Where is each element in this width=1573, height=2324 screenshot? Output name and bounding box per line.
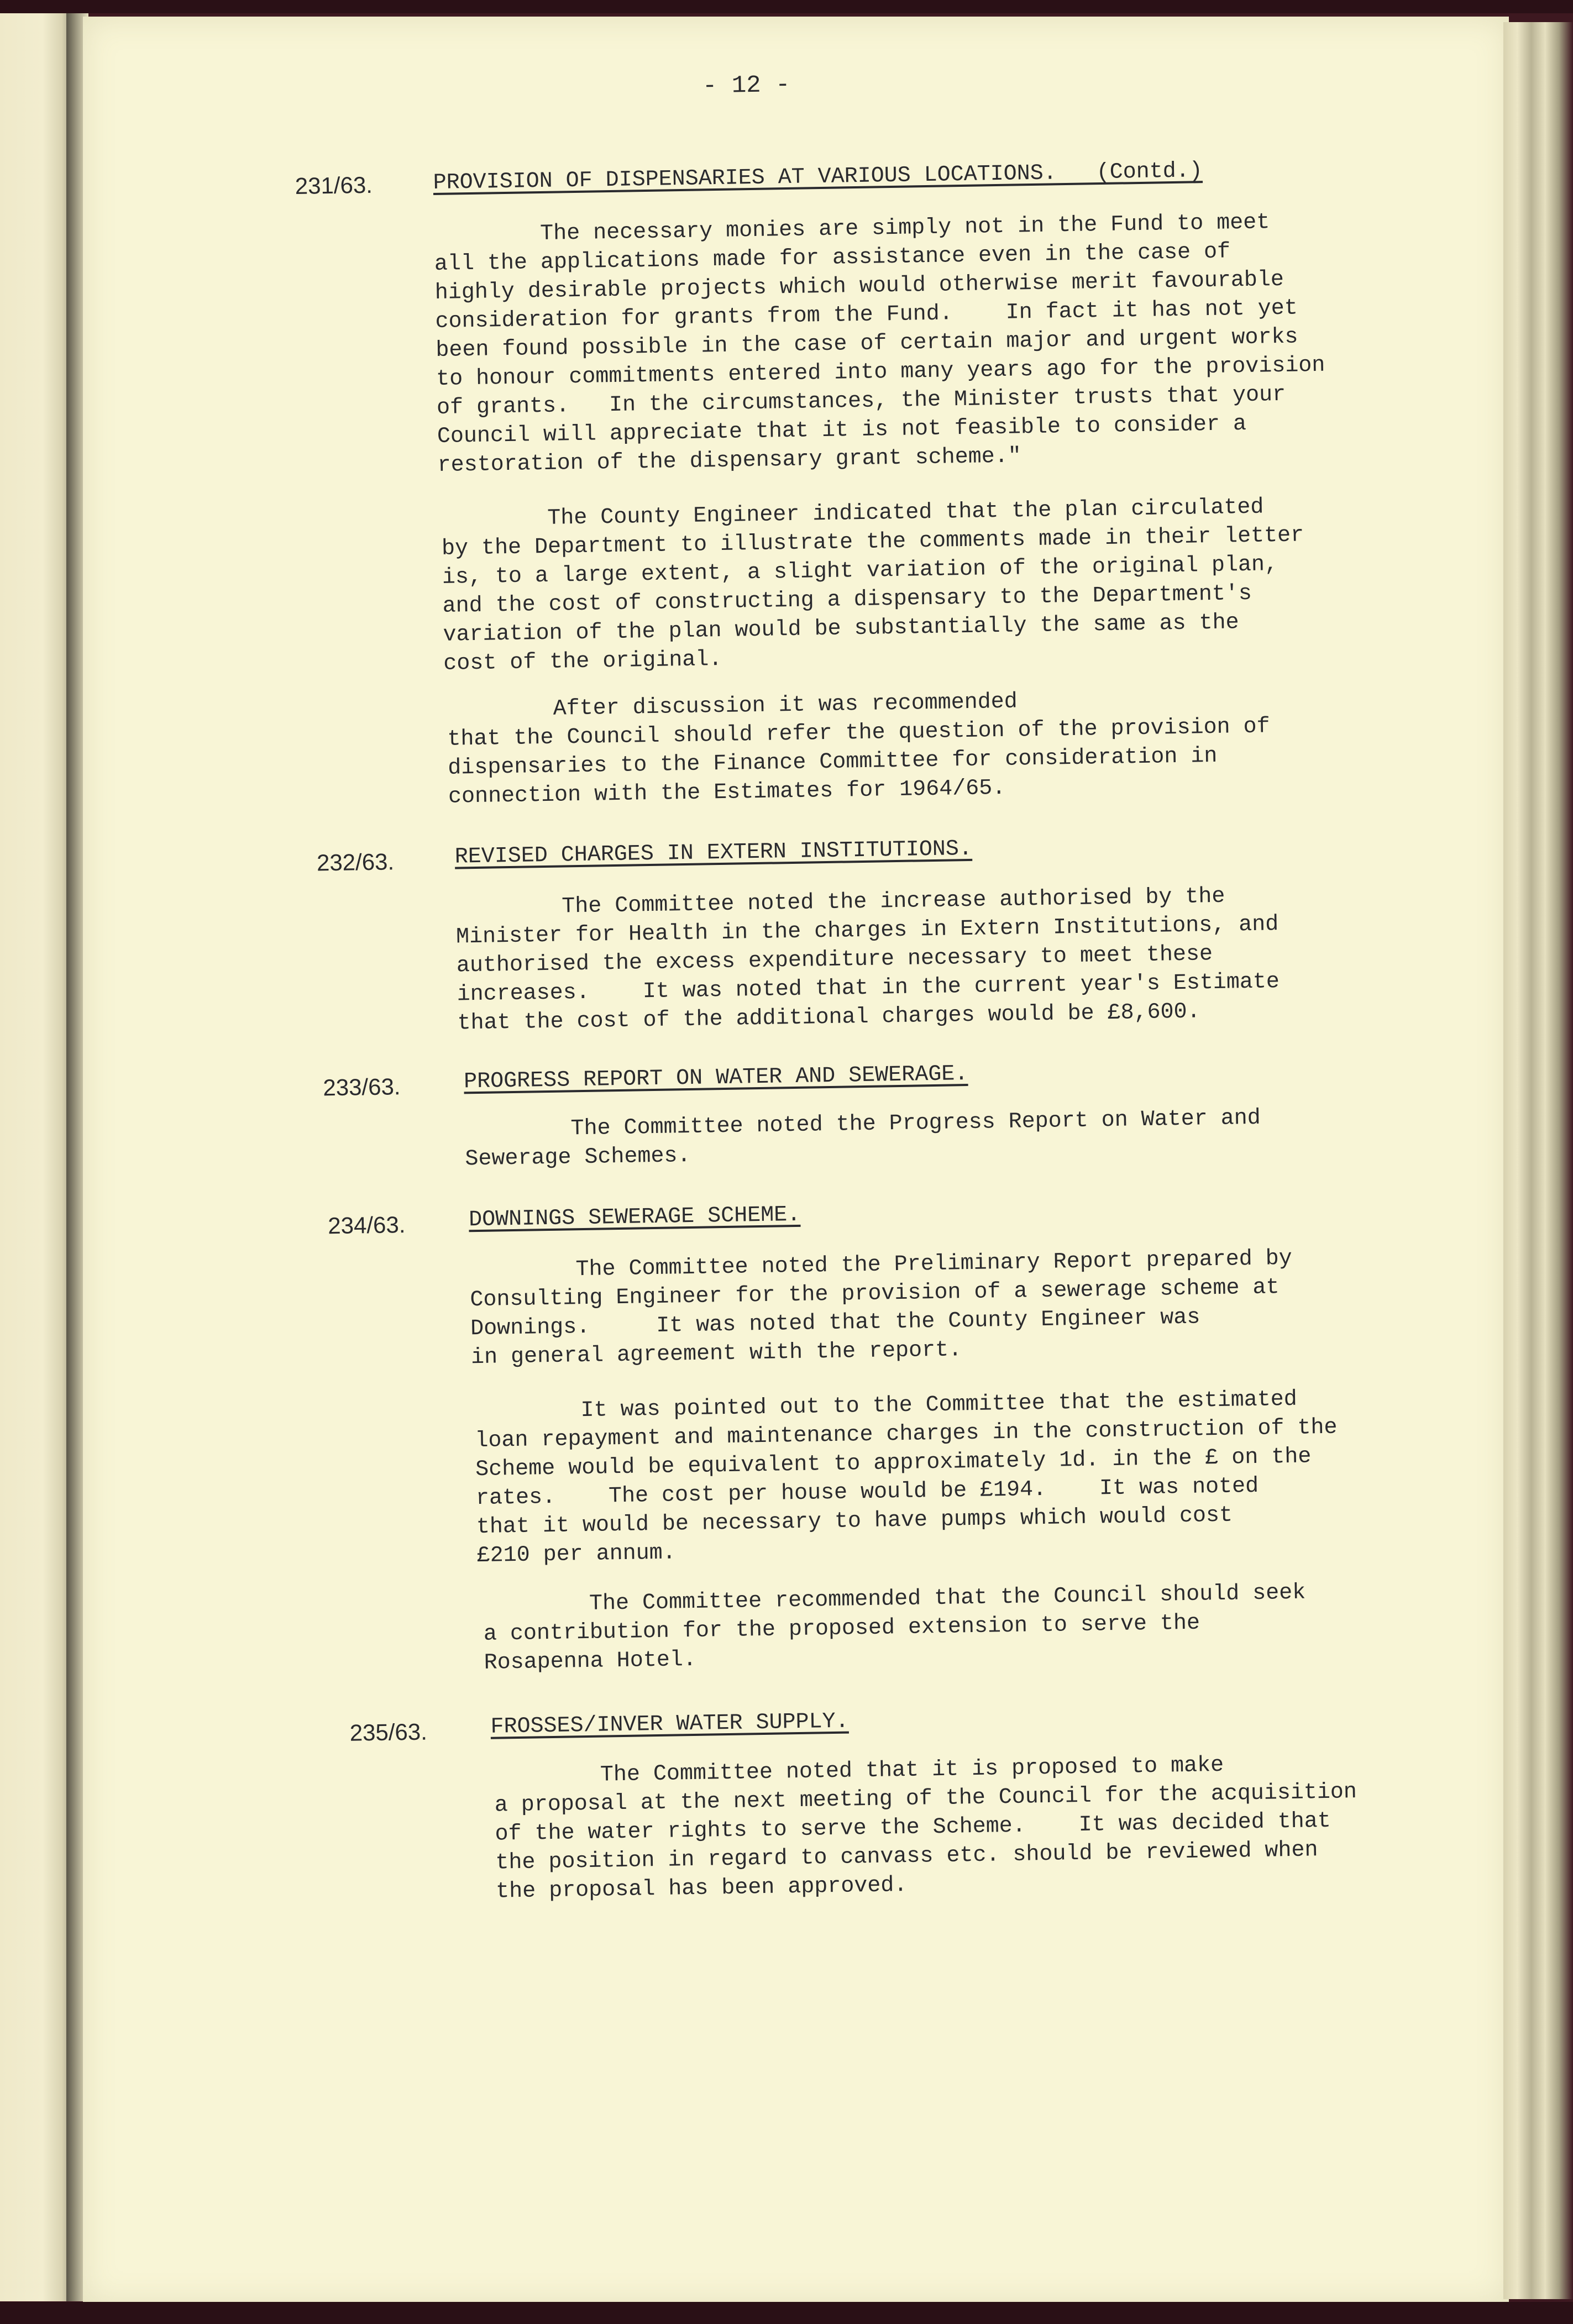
text-line: that it would be necessary to have pumps which would cost — [476, 1503, 1233, 1540]
paragraph — [483, 1577, 1424, 1678]
text-line: The Committee recommended that the Council should seek — [483, 1580, 1306, 1618]
text-line: and the cost of constructing a dispensary to the Department's — [442, 581, 1252, 619]
text-line: After discussion it was recommended — [447, 689, 1018, 723]
text-line: loan repayment and maintenance charges in the construction of the — [475, 1415, 1338, 1454]
paragraph — [447, 682, 1388, 812]
paragraph — [464, 1102, 1404, 1174]
text-line: a contribution for the proposed extension to serve the — [483, 1610, 1200, 1647]
text-line: to honour commitments entered into many years ago for the provision — [436, 353, 1325, 392]
text-line: Council will appreciate that it is not feasible to consider a — [437, 411, 1247, 449]
text-line: Sewerage Schemes. — [465, 1143, 691, 1172]
paragraph — [455, 880, 1397, 1038]
text-line: the proposal has been approved. — [495, 1872, 908, 1905]
paragraph — [434, 207, 1377, 480]
text-line: consideration for grants from the Fund. In fact it has not yet — [435, 296, 1298, 335]
item-number: 234/63. — [327, 1211, 406, 1239]
paragraph — [469, 1243, 1411, 1373]
item-heading: REVISED CHARGES IN EXTERN INSTITUTIONS. — [454, 836, 973, 870]
text-line: Consulting Engineer for the provision of a sewerage scheme at — [470, 1275, 1280, 1313]
text-line: highly desirable projects which would otherwise merit favourable — [434, 267, 1284, 306]
text-line: in general agreement with the report. — [470, 1337, 962, 1371]
text-line: rates. The cost per house would be £194. It was noted — [475, 1473, 1259, 1512]
text-line: by the Department to illustrate the comments made in their letter — [441, 523, 1304, 562]
text-line: that the Council should refer the question of the provision of — [447, 714, 1270, 752]
page-number: - 12 - — [702, 71, 790, 101]
text-line: The Committee noted the Progress Report on Water and — [464, 1105, 1261, 1143]
item-number: 233/63. — [323, 1073, 401, 1101]
text-line: the position in regard to canvass etc. should be reviewed when — [495, 1838, 1318, 1876]
paragraph — [441, 491, 1383, 679]
text-line: Scheme would be equivalent to approximately 1d. in the £ on the — [475, 1444, 1312, 1483]
text-line: that the cost of the additional charges would be £8,600. — [457, 999, 1200, 1036]
text-line: been found possible in the case of certain major and urgent works — [436, 324, 1298, 364]
paragraph — [494, 1748, 1436, 1907]
text-line: It was pointed out to the Committee that the estimated — [474, 1387, 1298, 1425]
text-line: The Committee noted that it is proposed to make — [494, 1753, 1224, 1790]
text-line: £210 per annum. — [476, 1540, 677, 1569]
paragraph — [474, 1383, 1417, 1571]
text-line: cost of the original. — [443, 647, 722, 676]
text-line: Downings. It was noted that the County Engineer was — [470, 1305, 1200, 1342]
text-line: of grants. In the circumstances, the Minister trusts that your — [436, 382, 1286, 421]
item-number: 231/63. — [295, 171, 373, 199]
text-line: connection with the Estimates for 1964/65. — [448, 775, 1006, 810]
item-heading: PROGRESS REPORT ON WATER AND SEWERAGE. — [463, 1062, 968, 1095]
text-line: variation of the plan would be substantially the same as the — [443, 610, 1239, 648]
item-heading: DOWNINGS SEWERAGE SCHEME. — [468, 1202, 801, 1233]
text-line: Rosapenna Hotel. — [484, 1647, 697, 1676]
item-number: 235/63. — [349, 1718, 428, 1746]
text-line: The Committee noted the increase authorised by the — [455, 884, 1225, 921]
item-heading: PROVISION OF DISPENSARIES AT VARIOUS LOCATIONS. (Contd.) — [433, 159, 1203, 196]
text-line: authorised the excess expenditure necessary to meet these — [456, 942, 1213, 979]
text-line: all the applications made for assistance even in the case of — [434, 239, 1231, 277]
item-number: 232/63. — [316, 848, 395, 876]
item-heading: FROSSES/INVER WATER SUPPLY. — [490, 1709, 849, 1740]
text-line: a proposal at the next meeting of the Council for the acquisition — [494, 1780, 1357, 1818]
text-line: Minister for Health in the charges in Extern Institutions, and — [455, 912, 1279, 950]
text-line: dispensaries to the Finance Committee for consideration in — [447, 743, 1218, 781]
text-line: is, to a large extent, a slight variation of the original plan, — [442, 552, 1278, 590]
text-line: restoration of the dispensary grant scheme." — [437, 444, 1022, 478]
text-line: The necessary monies are simply not in the Fund to meet — [433, 210, 1270, 249]
text-line: of the water rights to serve the Scheme. It was decided that — [495, 1808, 1331, 1847]
text-line: increases. It was noted that in the current year's Estimate — [457, 969, 1280, 1008]
text-line: The County Engineer indicated that the plan circulated — [441, 495, 1264, 533]
text-line: The Committee noted the Preliminary Report prepared by — [469, 1246, 1293, 1284]
